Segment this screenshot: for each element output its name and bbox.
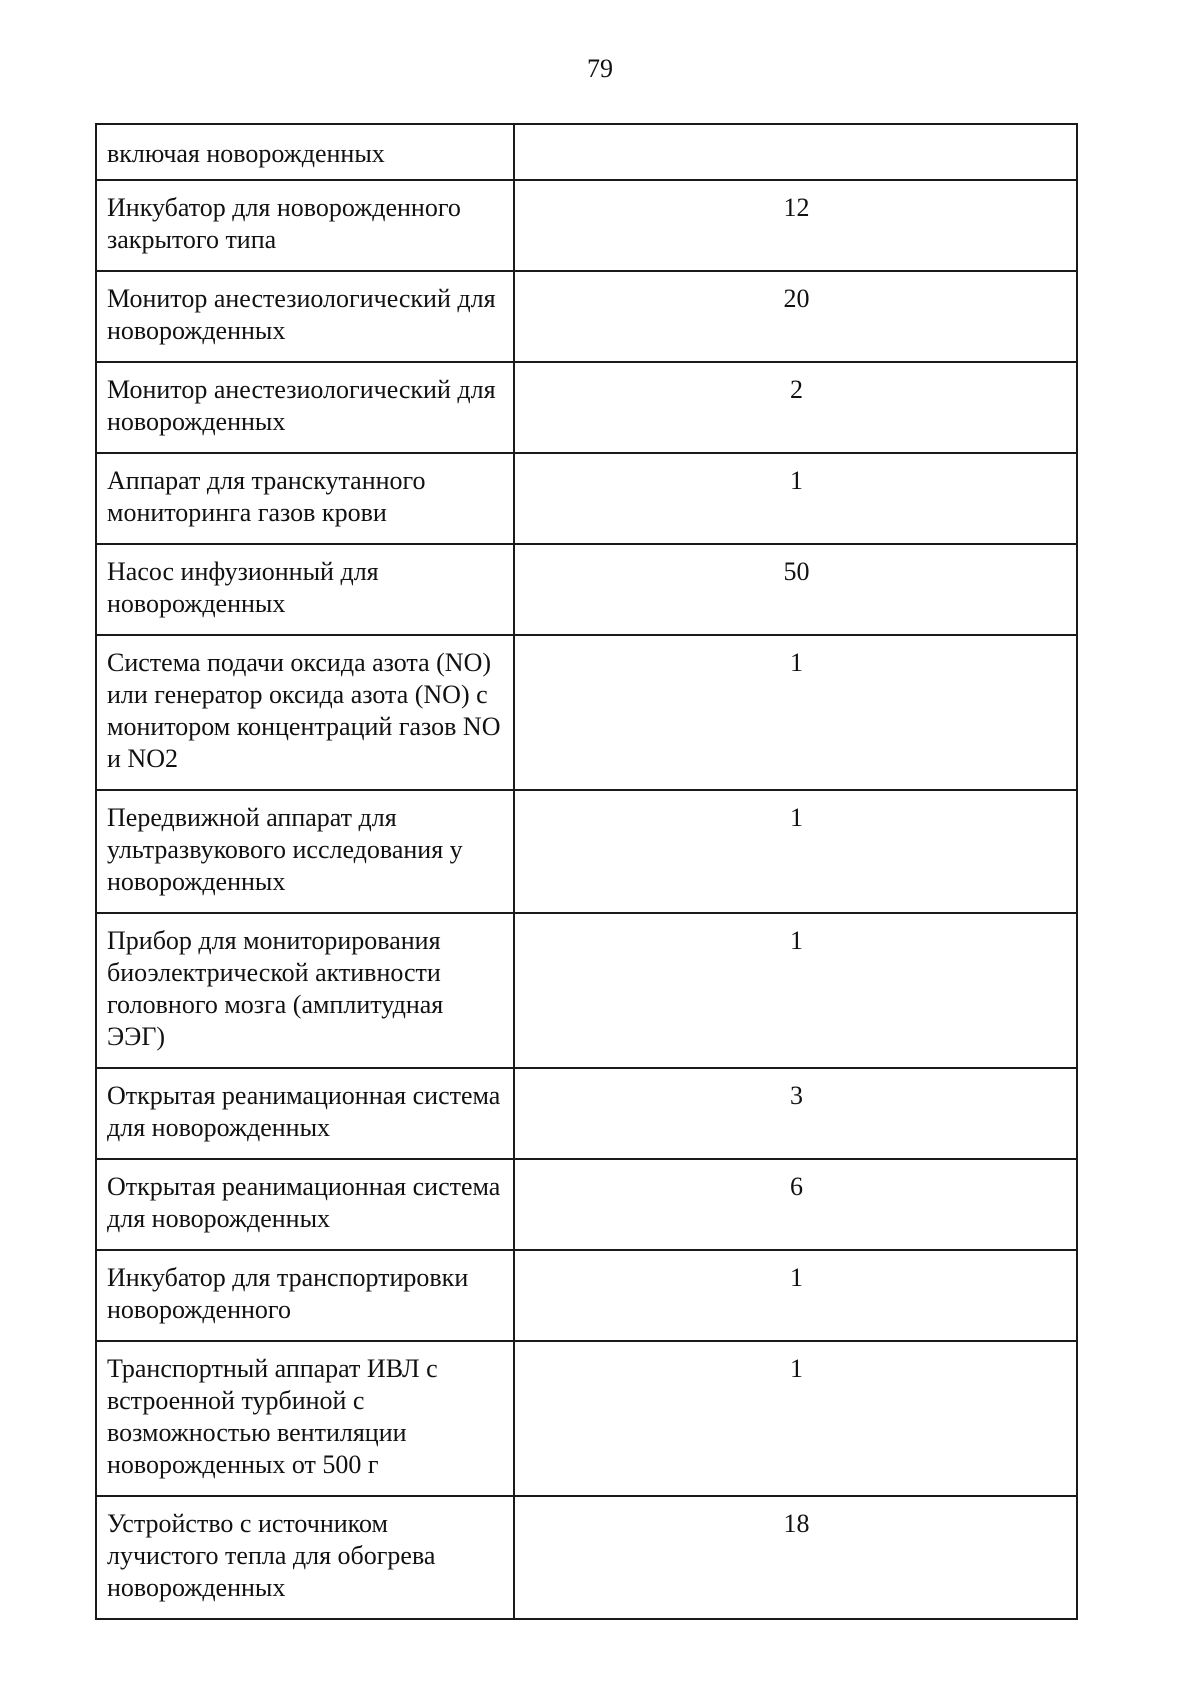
table-row <box>96 124 1077 180</box>
quantity-cell: 12 <box>514 180 1077 271</box>
quantity-cell: 3 <box>514 1068 1077 1159</box>
quantity-cell: 6 <box>514 1159 1077 1250</box>
equipment-name-cell: Открытая реанимационная система для новорожденных <box>96 1159 514 1250</box>
quantity-cell: 1 <box>514 1250 1077 1341</box>
equipment-table <box>95 123 1078 1620</box>
equipment-name-cell: Устройство с источником лучистого тепла для обогрева новорожденных <box>96 1496 514 1619</box>
equipment-name-cell: включая новорожденных <box>96 124 514 180</box>
quantity-cell: 2 <box>514 362 1077 453</box>
table-row <box>96 453 1077 544</box>
table-row <box>96 1159 1077 1250</box>
quantity-cell: 1 <box>514 635 1077 790</box>
table-row <box>96 271 1077 362</box>
equipment-name-cell: Инкубатор для транспортировки новорожденного <box>96 1250 514 1341</box>
quantity-cell <box>514 124 1077 180</box>
table-row <box>96 544 1077 635</box>
equipment-name-cell: Передвижной аппарат для ультразвукового исследования у новорожденных <box>96 790 514 913</box>
table-row <box>96 1068 1077 1159</box>
equipment-name-cell: Прибор для мониторирования биоэлектрической активности головного мозга (амплитудная ЭЭГ) <box>96 913 514 1068</box>
equipment-name-cell: Насос инфузионный для новорожденных <box>96 544 514 635</box>
table-row <box>96 1250 1077 1341</box>
quantity-cell: 50 <box>514 544 1077 635</box>
quantity-cell: 18 <box>514 1496 1077 1619</box>
quantity-cell: 20 <box>514 271 1077 362</box>
equipment-name-cell: Аппарат для транскутанного мониторинга газов крови <box>96 453 514 544</box>
page-number: 79 <box>587 54 613 83</box>
equipment-name-cell: Транспортный аппарат ИВЛ с встроенной турбиной с возможностью вентиляции новорожденных от 500 г <box>96 1341 514 1496</box>
table-row <box>96 180 1077 271</box>
table-row <box>96 1496 1077 1619</box>
quantity-cell: 1 <box>514 913 1077 1068</box>
table-row <box>96 790 1077 913</box>
equipment-name-cell: Монитор анестезиологический для новорожденных <box>96 362 514 453</box>
table-row <box>96 913 1077 1068</box>
table-row <box>96 635 1077 790</box>
table-row <box>96 1341 1077 1496</box>
quantity-cell: 1 <box>514 1341 1077 1496</box>
quantity-cell: 1 <box>514 790 1077 913</box>
equipment-name-cell: Монитор анестезиологический для новорожденных <box>96 271 514 362</box>
equipment-name-cell: Открытая реанимационная система для новорожденных <box>96 1068 514 1159</box>
table-row <box>96 362 1077 453</box>
quantity-cell: 1 <box>514 453 1077 544</box>
equipment-name-cell: Инкубатор для новорожденного закрытого типа <box>96 180 514 271</box>
equipment-name-cell: Система подачи оксида азота (NO) или генератор оксида азота (NO) с монитором концентраций газов NO и NO2 <box>96 635 514 790</box>
